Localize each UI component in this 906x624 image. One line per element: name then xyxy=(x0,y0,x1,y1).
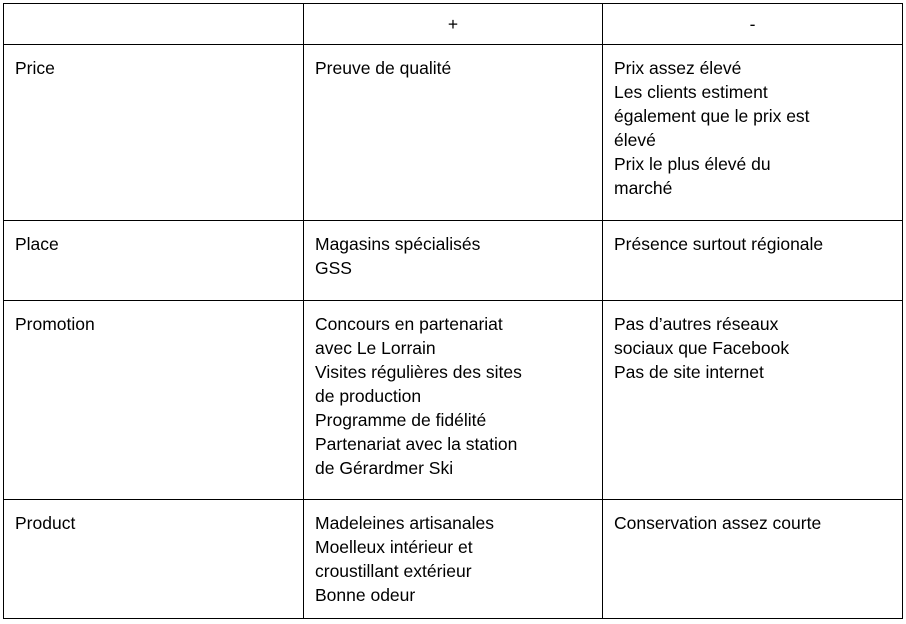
cell-line: marché xyxy=(614,178,673,198)
cell-line: Bonne odeur xyxy=(315,585,416,605)
cell-line: élevé xyxy=(614,130,656,150)
cell-line: Pas de site internet xyxy=(614,362,764,382)
table-row-price xyxy=(4,45,903,221)
row-label-promotion: Promotion xyxy=(4,301,304,500)
marketing-mix-table-container xyxy=(3,3,903,619)
header-cell-empty xyxy=(4,4,304,45)
cell-line: Preuve de qualité xyxy=(315,58,452,78)
cell-line: Magasins spécialisés xyxy=(315,234,481,254)
cell-line: Partenariat avec la station xyxy=(315,434,518,454)
cell-line: de production xyxy=(315,386,422,406)
cell-product-plus xyxy=(304,500,603,619)
header-cell-plus: + xyxy=(304,4,603,45)
cell-line: Les clients estiment xyxy=(614,82,768,102)
cell-line: Pas d’autres réseaux xyxy=(614,314,779,334)
cell-line: GSS xyxy=(315,258,352,278)
cell-line: Concours en partenariat xyxy=(315,314,503,334)
cell-product-minus xyxy=(603,500,903,619)
table-row-promotion xyxy=(4,301,903,500)
cell-line: Présence surtout régionale xyxy=(614,234,824,254)
table-row-place xyxy=(4,221,903,301)
cell-place-plus xyxy=(304,221,603,301)
header-cell-minus: - xyxy=(603,4,903,45)
cell-price-plus xyxy=(304,45,603,221)
cell-line: Programme de fidélité xyxy=(315,410,487,430)
row-label-product: Product xyxy=(4,500,304,619)
cell-line: avec Le Lorrain xyxy=(315,338,436,358)
cell-promotion-plus xyxy=(304,301,603,500)
cell-price-minus xyxy=(603,45,903,221)
cell-line: Visites régulières des sites xyxy=(315,362,522,382)
cell-line: Prix le plus élevé du xyxy=(614,154,771,174)
cell-line: également que le prix est xyxy=(614,106,810,126)
cell-line: Madeleines artisanales xyxy=(315,513,494,533)
cell-line: Prix assez élevé xyxy=(614,58,742,78)
row-label-price: Price xyxy=(4,45,304,221)
cell-place-minus xyxy=(603,221,903,301)
cell-line: croustillant extérieur xyxy=(315,561,472,581)
marketing-mix-table xyxy=(3,3,903,619)
table-row-product xyxy=(4,500,903,619)
cell-line: Moelleux intérieur et xyxy=(315,537,473,557)
cell-line: sociaux que Facebook xyxy=(614,338,790,358)
cell-line: de Gérardmer Ski xyxy=(315,458,454,478)
cell-promotion-minus xyxy=(603,301,903,500)
row-label-place: Place xyxy=(4,221,304,301)
cell-line: Conservation assez courte xyxy=(614,513,822,533)
table-header-row xyxy=(4,4,903,45)
